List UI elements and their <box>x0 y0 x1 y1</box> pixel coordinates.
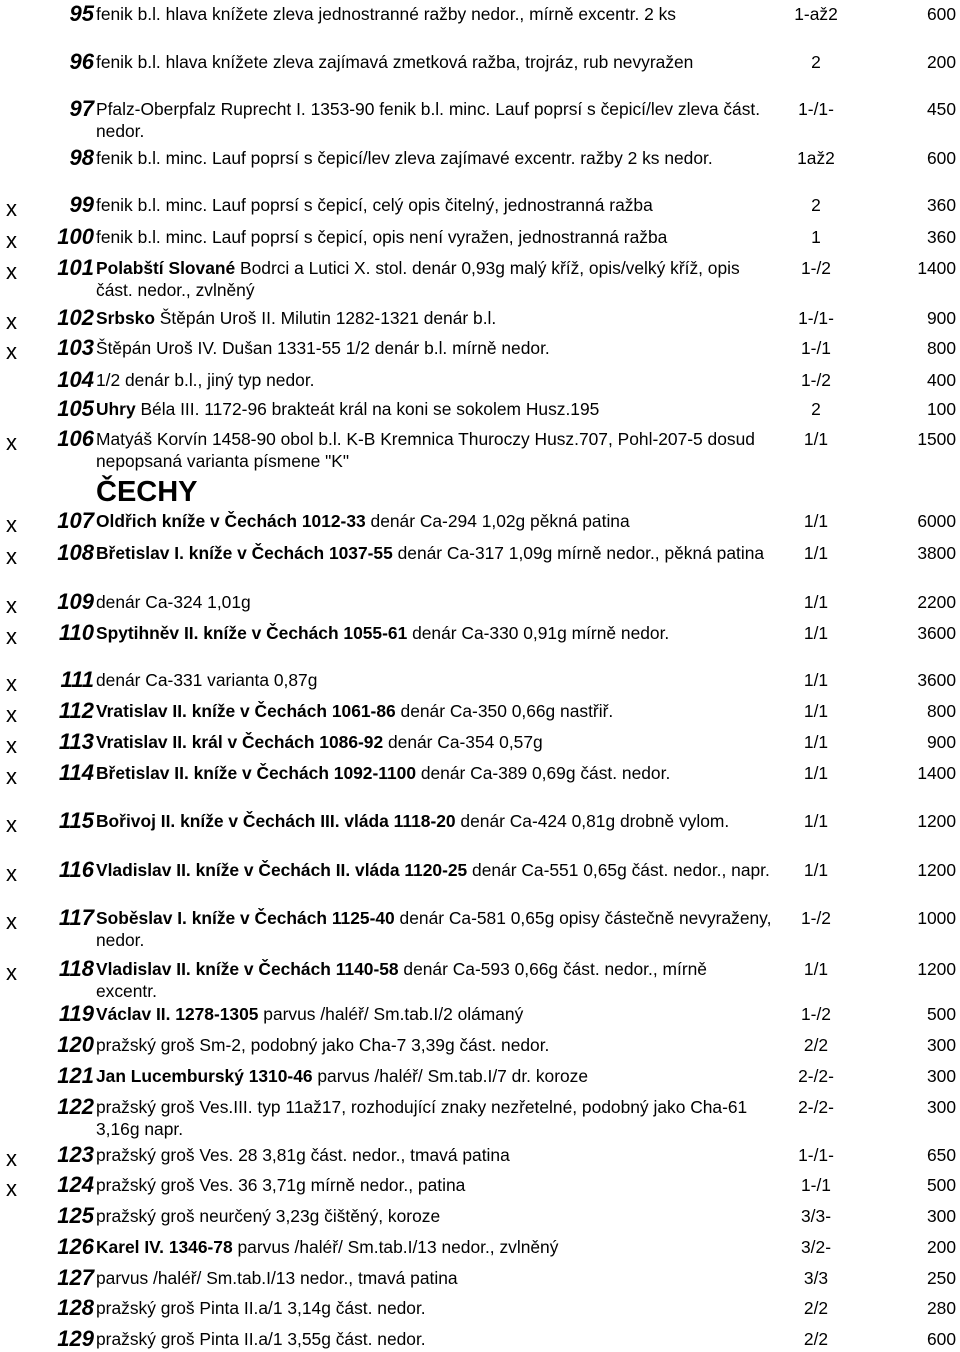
lot-grade: 1/1 <box>803 670 829 690</box>
lot-bid-mark: x <box>6 733 17 758</box>
lot-price: 360 <box>926 227 956 247</box>
lot-grade: 2/2 <box>803 1035 829 1055</box>
lot-number: 123 <box>57 1142 94 1167</box>
lot-description-text: denár Ca-330 0,91g mírně nedor. <box>407 623 670 643</box>
lot-number: 105 <box>57 396 94 421</box>
lot-description <box>96 337 772 359</box>
lot-description-text: denár Ca-350 0,66g nastřiř. <box>395 701 614 721</box>
lot-description-text: 1/2 denár b.l., jiný typ nedor. <box>96 370 315 390</box>
lot-grade: 1/1 <box>803 543 829 563</box>
lot-price: 1200 <box>917 860 956 880</box>
lot-description-text: Bodrci a Lutici X. stol. denár 0,93g malý kříž, opis/velký kříž, opis část. nedor., zvlněný <box>96 258 740 300</box>
lot-number: 121 <box>57 1063 94 1088</box>
lot-number: 116 <box>58 857 94 882</box>
lot-number: 127 <box>57 1265 94 1290</box>
lot-bid-mark: x <box>6 764 17 789</box>
lot-price: 2200 <box>917 592 956 612</box>
lot-grade: 2 <box>811 195 821 215</box>
lot-number: 103 <box>57 335 94 360</box>
lot-ruler-title: Vratislav II. kníže v Čechách 1061-86 <box>96 701 396 721</box>
lot-number: 97 <box>69 96 94 121</box>
lot-ruler-title: Oldřich kníže v Čechách 1012-33 <box>96 511 366 531</box>
lot-description-text: fenik b.l. hlava knížete zleva zajímavá zmetková ražba, trojráz, rub nevyražen <box>96 52 694 72</box>
lot-number: 108 <box>57 540 94 565</box>
lot-bid-mark: x <box>6 259 17 284</box>
lot-ruler-title: Václav II. 1278-1305 <box>96 1004 259 1024</box>
lot-number: 110 <box>58 620 94 645</box>
lot-bid-mark: x <box>6 702 17 727</box>
lot-number: 124 <box>57 1172 94 1197</box>
lot-number: 109 <box>57 589 94 614</box>
lot-grade: 1/1 <box>803 732 829 752</box>
lot-ruler-title: Jan Lucemburský 1310-46 <box>96 1066 313 1086</box>
lot-ruler-title: Břetislav II. kníže v Čechách 1092-1100 <box>96 763 416 783</box>
lot-description-text: pražský groš Sm-2, podobný jako Cha-7 3,39g část. nedor. <box>96 1035 550 1055</box>
lot-description-text: pražský groš Pinta II.a/1 3,55g část. nedor. <box>96 1329 426 1349</box>
lot-number: 114 <box>58 760 94 785</box>
lot-price: 200 <box>926 52 956 72</box>
lot-grade: 1-/1 <box>801 1175 831 1195</box>
lot-grade: 2 <box>811 52 821 72</box>
lot-description <box>96 98 772 142</box>
lot-price: 800 <box>926 701 956 721</box>
lot-grade: 1-až2 <box>794 4 838 24</box>
lot-grade: 1-/2 <box>801 908 831 928</box>
lot-number: 125 <box>57 1203 94 1228</box>
lot-description <box>96 510 772 532</box>
lot-description <box>96 1003 772 1025</box>
lot-description-text: denár Ca-294 1,02g pěkná patina <box>365 511 630 531</box>
lot-ruler-title: Soběslav I. kníže v Čechách 1125-40 <box>96 908 395 928</box>
lot-bid-mark: x <box>6 671 17 696</box>
lot-price: 450 <box>926 99 956 119</box>
lot-price: 600 <box>926 1329 956 1349</box>
lot-number: 111 <box>60 667 94 692</box>
lot-grade: 1-/1- <box>798 308 834 328</box>
lot-grade: 3/2- <box>801 1237 831 1257</box>
lot-price: 800 <box>926 338 956 358</box>
lot-description-text: denár Ca-331 varianta 0,87g <box>96 670 318 690</box>
lot-number: 115 <box>58 808 94 833</box>
lot-ruler-title: Polabští Slované <box>96 258 236 278</box>
lot-description <box>96 1174 772 1196</box>
lot-description <box>96 669 772 691</box>
lot-number: 117 <box>58 905 94 930</box>
lot-grade: 1-/1 <box>801 338 831 358</box>
lot-bid-mark: x <box>6 861 17 886</box>
lot-description <box>96 1205 772 1227</box>
lot-number: 119 <box>58 1001 94 1026</box>
lot-description <box>96 51 772 73</box>
lot-bid-mark: x <box>6 812 17 837</box>
lot-grade: 2-/2- <box>798 1066 834 1086</box>
lot-price: 6000 <box>917 511 956 531</box>
lot-description <box>96 810 772 832</box>
lot-number: 104 <box>57 367 94 392</box>
lot-price: 500 <box>926 1175 956 1195</box>
lot-grade: 1-/1- <box>798 1145 834 1165</box>
lot-number: 106 <box>57 426 94 451</box>
lot-ruler-title: Spytihněv II. kníže v Čechách 1055-61 <box>96 623 408 643</box>
lot-grade: 2/2 <box>803 1298 829 1318</box>
lot-ruler-title: Srbsko <box>96 308 155 328</box>
lot-grade: 1-/2 <box>801 1004 831 1024</box>
lot-description <box>96 307 772 329</box>
lot-price: 300 <box>926 1035 956 1055</box>
lot-description-text: fenik b.l. hlava knížete zleva jednostranné ražby nedor., mírně excentr. 2 ks <box>96 4 677 24</box>
lot-description-text: denár Ca-551 0,65g část. nedor., napr. <box>467 860 770 880</box>
lot-description <box>96 622 772 644</box>
lot-ruler-title: Vladislav II. kníže v Čechách II. vláda 1120-25 <box>96 860 468 880</box>
lot-number: 120 <box>57 1032 94 1057</box>
lot-number: 129 <box>57 1326 94 1351</box>
lot-price: 500 <box>926 1004 956 1024</box>
lot-grade: 1až2 <box>797 148 835 168</box>
lot-description-text: denár Ca-317 1,09g mírně nedor., pěkná patina <box>392 543 765 563</box>
lot-price: 360 <box>926 195 956 215</box>
lot-description-text: parvus /haléř/ Sm.tab.I/13 nedor., tmavá patina <box>96 1268 458 1288</box>
lot-ruler-title: Vratislav II. král v Čechách 1086-92 <box>96 732 384 752</box>
lot-price: 900 <box>926 732 956 752</box>
lot-grade: 2-/2- <box>798 1097 834 1117</box>
lot-grade: 1/1 <box>803 511 829 531</box>
lot-description-text: fenik b.l. minc. Lauf poprsí s čepicí, celý opis čitelný, jednostranná ražba <box>96 195 653 215</box>
lot-description-text: denár Ca-424 0,81g drobně vylom. <box>455 811 730 831</box>
lot-price: 400 <box>926 370 956 390</box>
lot-number: 112 <box>58 698 94 723</box>
lot-number: 99 <box>69 192 94 217</box>
lot-ruler-title: Karel IV. 1346-78 <box>96 1237 233 1257</box>
lot-price: 3600 <box>917 623 956 643</box>
lot-description-text: fenik b.l. minc. Lauf poprsí s čepicí, opis není vyražen, jednostranná ražba <box>96 227 668 247</box>
lot-grade: 3/3- <box>801 1206 831 1226</box>
lot-ruler-title: Bořivoj II. kníže v Čechách III. vláda 1118-20 <box>96 811 456 831</box>
lot-bid-mark: x <box>6 544 17 569</box>
lot-description <box>96 3 772 25</box>
lot-bid-mark: x <box>6 228 17 253</box>
lot-bid-mark: x <box>6 960 17 985</box>
lot-description <box>96 762 772 784</box>
lot-description-text: denár Ca-389 0,69g část. nedor. <box>416 763 671 783</box>
lot-description-text: Béla III. 1172-96 brakteát král na koni se sokolem Husz.195 <box>135 399 600 419</box>
lot-description-text: Pfalz-Oberpfalz Ruprecht I. 1353-90 fenik b.l. minc. Lauf poprsí s čepicí/lev zleva část. nedor. <box>96 99 761 141</box>
lot-description-text: Štěpán Uroš IV. Dušan 1331-55 1/2 denár b.l. mírně nedor. <box>96 338 550 358</box>
lot-description <box>96 1065 772 1087</box>
lot-description <box>96 591 772 613</box>
lot-price: 1200 <box>917 959 956 979</box>
lot-number: 113 <box>58 729 94 754</box>
lot-number: 95 <box>69 1 94 26</box>
lot-description <box>96 1096 772 1140</box>
lot-description <box>96 907 772 951</box>
lot-number: 96 <box>69 49 94 74</box>
lot-description <box>96 1297 772 1319</box>
lot-price: 1400 <box>917 258 956 278</box>
lot-description-text: denár Ca-324 1,01g <box>96 592 251 612</box>
lot-description <box>96 147 772 169</box>
lot-price: 300 <box>926 1097 956 1117</box>
lot-grade: 1/1 <box>803 701 829 721</box>
lot-number: 122 <box>57 1094 94 1119</box>
lot-price: 900 <box>926 308 956 328</box>
lot-price: 1500 <box>917 429 956 449</box>
lot-number: 102 <box>57 305 94 330</box>
lot-bid-mark: x <box>6 196 17 221</box>
lot-price: 600 <box>926 148 956 168</box>
lot-price: 280 <box>926 1298 956 1318</box>
lot-price: 1400 <box>917 763 956 783</box>
lot-description <box>96 1267 772 1289</box>
lot-bid-mark: x <box>6 430 17 455</box>
lot-price: 200 <box>926 1237 956 1257</box>
lot-grade: 1/1 <box>803 860 829 880</box>
lot-bid-mark: x <box>6 1146 17 1171</box>
lot-price: 3800 <box>917 543 956 563</box>
lot-description-text: fenik b.l. minc. Lauf poprsí s čepicí/lev zleva zajímavé excentr. ražby 2 ks nedor. <box>96 148 713 168</box>
lot-grade: 1/1 <box>803 811 829 831</box>
lot-description-text: Štěpán Uroš II. Milutin 1282-1321 denár b.l. <box>154 308 497 328</box>
lot-grade: 1-/2 <box>801 370 831 390</box>
lot-grade: 1-/2 <box>801 258 831 278</box>
lot-price: 1200 <box>917 811 956 831</box>
lot-description <box>96 731 772 753</box>
lot-bid-mark: x <box>6 593 17 618</box>
lot-price: 250 <box>926 1268 956 1288</box>
lot-price: 100 <box>926 399 956 419</box>
lot-grade: 1/1 <box>803 959 829 979</box>
lot-grade: 3/3 <box>803 1268 829 1288</box>
lot-price: 650 <box>926 1145 956 1165</box>
lot-number: 100 <box>57 224 94 249</box>
section-heading-cechy: ČECHY <box>96 476 198 508</box>
lot-ruler-title: Břetislav I. kníže v Čechách 1037-55 <box>96 543 393 563</box>
lot-description <box>96 1236 772 1258</box>
lot-grade: 2 <box>811 399 821 419</box>
lot-bid-mark: x <box>6 1176 17 1201</box>
lot-price: 600 <box>926 4 956 24</box>
lot-number: 128 <box>57 1295 94 1320</box>
lot-grade: 2/2 <box>803 1329 829 1349</box>
lot-number: 98 <box>69 145 94 170</box>
lot-number: 107 <box>57 508 94 533</box>
lot-description-text: parvus /haléř/ Sm.tab.I/7 dr. koroze <box>312 1066 589 1086</box>
lot-description <box>96 1328 772 1350</box>
lot-grade: 1/1 <box>803 763 829 783</box>
lot-description <box>96 859 772 881</box>
lot-description <box>96 1034 772 1056</box>
lot-description <box>96 369 772 391</box>
lot-description <box>96 257 772 301</box>
lot-description <box>96 398 772 420</box>
lot-description-text: pražský groš Ves.III. typ 11až17, rozhodující znaky nezřetelné, podobný jako Cha-61 3,16g napr. <box>96 1097 748 1139</box>
lot-description-text: pražský groš Pinta II.a/1 3,14g část. nedor. <box>96 1298 426 1318</box>
lot-bid-mark: x <box>6 309 17 334</box>
lot-grade: 1-/1- <box>798 99 834 119</box>
lot-grade: 1 <box>811 227 821 247</box>
lot-price: 1000 <box>917 908 956 928</box>
lot-description <box>96 958 772 1002</box>
lot-description <box>96 1144 772 1166</box>
lot-description-text: denár Ca-593 0,66g část. nedor., mírně excentr. <box>96 959 707 1001</box>
lot-ruler-title: Uhry <box>96 399 136 419</box>
lot-number: 118 <box>58 956 94 981</box>
lot-description-text: parvus /haléř/ Sm.tab.I/13 nedor., zvlněný <box>232 1237 559 1257</box>
lot-description <box>96 226 772 248</box>
lot-description <box>96 194 772 216</box>
lot-description-text: Matyáš Korvín 1458-90 obol b.l. K-B Kremnica Thuroczy Husz.707, Pohl-207-5 dosud nepopsaná varianta písmene "K" <box>96 429 755 471</box>
lot-price: 300 <box>926 1206 956 1226</box>
lot-description <box>96 542 772 564</box>
lot-description <box>96 428 772 472</box>
lot-price: 3600 <box>917 670 956 690</box>
lot-description-text: parvus /haléř/ Sm.tab.I/2 olámaný <box>258 1004 524 1024</box>
lot-number: 101 <box>57 255 94 280</box>
lot-description-text: pražský groš neurčený 3,23g čištěný, koroze <box>96 1206 441 1226</box>
lot-bid-mark: x <box>6 909 17 934</box>
lot-bid-mark: x <box>6 339 17 364</box>
lot-ruler-title: Vladislav II. kníže v Čechách 1140-58 <box>96 959 399 979</box>
lot-grade: 1/1 <box>803 623 829 643</box>
lot-grade: 1/1 <box>803 429 829 449</box>
lot-number: 126 <box>57 1234 94 1259</box>
lot-description-text: denár Ca-354 0,57g <box>383 732 543 752</box>
lot-description <box>96 700 772 722</box>
lot-description-text: pražský groš Ves. 36 3,71g mírně nedor., patina <box>96 1175 466 1195</box>
lot-bid-mark: x <box>6 512 17 537</box>
lot-price: 300 <box>926 1066 956 1086</box>
lot-description-text: denár Ca-581 0,65g opisy částečně nevyraženy, nedor. <box>96 908 772 950</box>
lot-description-text: pražský groš Ves. 28 3,81g část. nedor., tmavá patina <box>96 1145 510 1165</box>
lot-bid-mark: x <box>6 624 17 649</box>
lot-grade: 1/1 <box>803 592 829 612</box>
